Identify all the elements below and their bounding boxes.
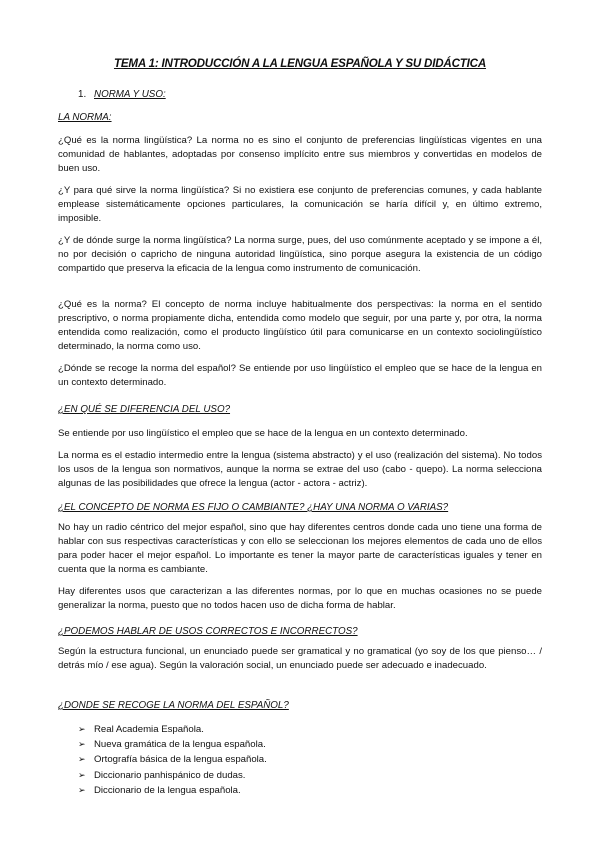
list-item: ➢ Nueva gramática de la lengua española. — [78, 739, 266, 751]
arrow-bullet-icon: ➢ — [78, 784, 86, 795]
heading-concepto-norma: ¿EL CONCEPTO DE NORMA ES FIJO O CAMBIANTE? ¿HAY UNA NORMA O VARIAS? — [58, 502, 449, 513]
section-heading — [78, 89, 166, 100]
list-item: ➢ Diccionario de la lengua española. — [78, 784, 241, 796]
paragraph-radio-centrico: No hay un radio céntrico del mejor español, sino que hay diferentes centros donde cada uno tiene una forma de hablar con sus respectivas características y con ello se seleccionan los mejores elementos de cada uno de ellos para poder hacer el mejor español. Lo importante es tener la mayor parte de características iguales y tener en cuenta que la norma es cambiante. — [58, 522, 542, 576]
arrow-bullet-icon: ➢ — [78, 724, 86, 734]
arrow-bullet-icon: ➢ — [78, 739, 86, 750]
paragraph-que-es-la-norma: ¿Qué es la norma? El concepto de norma incluye habitualmente dos perspectivas: la norma en el sentido prescriptivo, o norma propiamente dicha, entendida como modelo que seguir, por una parte y, por otra, la norma entendida como realización, como el producto lingüístico útil para comunicarse en un contexto sociolingüístico determinado, la norma como uso. — [58, 299, 542, 353]
list-item: ➢ Diccionario panhispánico de dudas. — [78, 769, 246, 781]
paragraph-de-donde-surge: ¿Y de dónde surge la norma lingüística? La norma surge, pues, del uso comúnmente aceptado y se impone a él, no por decisión o capricho de ninguna autoridad lingüística, sino porque asegura la existencia de un código compartido que preserva la eficacia de la lengua como instrumento de comunicación. — [58, 235, 542, 275]
paragraph-diferentes-usos: Hay diferentes usos que caracterizan a las diferentes normas, por lo que en muchas ocasiones no se puede generalizar la norma, puesto que no todos hacen uso de dicha forma de hablar. — [58, 586, 542, 612]
heading-usos-correctos: ¿PODEMOS HABLAR DE USOS CORRECTOS E INCORRECTOS? — [58, 626, 358, 637]
arrow-bullet-icon: ➢ — [78, 754, 86, 765]
document-title: TEMA 1: INTRODUCCIÓN A LA LENGUA ESPAÑOLA Y SU DIDÁCTICA — [113, 57, 487, 70]
section-number: 1. — [78, 89, 87, 100]
list-item: ➢ Real Academia Española. — [78, 724, 204, 735]
paragraph-estadio-intermedio: La norma es el estadio intermedio entre la lengua (sistema abstracto) y el uso (realización del sistema). No todos los usos de la lengua son normativos, aunque la norma se extrae del uso (cabo - quepo). La norma selecciona algunas de las posibilidades que ofrece la lengua (actor - actora - actriz). — [58, 450, 542, 490]
paragraph-uso-linguistico: Se entiende por uso lingüístico el empleo que se hace de la lengua en un contexto determinado. — [58, 428, 468, 439]
heading-la-norma: LA NORMA: — [58, 112, 112, 123]
section-label: NORMA Y USO: — [94, 89, 166, 100]
heading-diferencia-uso: ¿EN QUÉ SE DIFERENCIA DEL USO? — [58, 404, 231, 415]
heading-donde-norma-espanol: ¿DONDE SE RECOGE LA NORMA DEL ESPAÑOL? — [58, 700, 289, 711]
paragraph-donde-se-recoge: ¿Dónde se recoge la norma del español? Se entiende por uso lingüístico el empleo que se hace de la lengua en un contexto determinado. — [58, 363, 542, 389]
list-item: ➢ Ortografía básica de la lengua española. — [78, 754, 267, 766]
paragraph-para-que-sirve: ¿Y para qué sirve la norma lingüística? Si no existiera ese conjunto de preferencias comunes, y cada hablante emplease sistemáticamente opciones particulares, la comunicación se haría difícil y, en último extremo, imposible. — [58, 185, 542, 225]
sources-list — [78, 722, 267, 798]
arrow-bullet-icon: ➢ — [78, 769, 86, 780]
paragraph-que-es-norma-linguistica: ¿Qué es la norma lingüística? La norma no es sino el conjunto de preferencias lingüísticas vigentes en una comunidad de hablantes, adoptadas por consenso implícito entre sus miembros y convertidas en modelos de buen uso. — [58, 135, 542, 175]
paragraph-estructura-funcional: Según la estructura funcional, un enunciado puede ser gramatical y no gramatical (yo soy de los que pienso… / detrás mío / ese agua). Según la valoración social, un enunciado puede ser adecuado e inadecuado. — [58, 646, 542, 672]
